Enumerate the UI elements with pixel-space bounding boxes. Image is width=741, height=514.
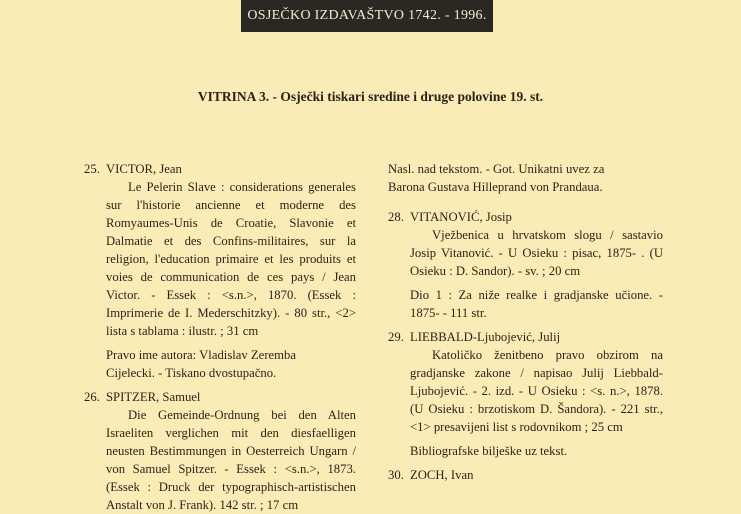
catalog-entry-30 [388,466,663,484]
entry-number: 26. [84,390,100,404]
entry-number: 29. [388,330,404,344]
exhibition-banner: OSJEČKO IZDAVAŠTVO 1742. - 1996. [241,0,493,32]
continued-note: Nasl. nad tekstom. - Got. Unikatni uvez za [388,162,605,176]
catalog-entry-26 [84,388,356,514]
entry-text: Die Gemeinde-Ordnung bei den Alten Israeliten verglichen mit den diesfaelligen neusten Bestimmungen in Oesterreich Ungarn / von Samuel Spitzer. - Essek : <s.n.>, 1873. (Essek : Druck der typographisch-artistischen Anstalt von J. Frank). 142 str. ; 17 cm [106,408,356,512]
entry-author: VICTOR, Jean [106,162,182,176]
entry-author: SPITZER, Samuel [106,390,201,404]
left-column [84,160,356,514]
catalog-entry-29 [388,328,663,460]
entry-text: Le Pelerin Slave : considerations generales sur l'historie ancienne et moderne des Romyaumes-Unis de Croatie, Slavonie et Dalmatie et des Confins-militaires, sur la religion, l'education primaire et les produits et voies de communication de ces pays / Jean Victor. - Essek : <s.n.>, 1870. (Essek : Imprimerie de I. Mederschitzky). - 80 str., <2> lista s tablama : ilustr. ; 31 cm [106,180,356,338]
entry-description [84,178,356,382]
entry-author: LIEBBALD-Ljubojević, Julij [410,330,561,344]
entry-description [84,406,356,514]
entry-note: Pravo ime autora: Vladislav Zeremba [106,348,297,362]
entry-author: VITANOVIĆ, Josip [410,210,512,224]
entry-text: Katoličko ženitbeno pravo obzirom na gradjanske zakone / napisao Julij Liebbald-Ljubojević. - 2. izd. - U Osieku : <s. n.>, 1878. (U Osieku : brzotiskom D. Šandora). - 221 str., <1> presavijeni list s rodovnikom ; 25 cm [410,348,663,434]
entry-description [388,346,663,460]
entry-note: Bibliografske bilješke uz tekst. [410,444,568,458]
catalog-entry-28 [388,208,663,322]
entry-description [388,226,663,322]
entry-number: 25. [84,162,100,176]
entry-text: Vježbenica u hrvatskom slogu / sastavio Josip Vitanović. - U Osieku : pisac, 1875- . (U Osieku : D. Sandor). - sv. ; 20 cm [410,228,663,278]
right-column [388,160,663,484]
continued-note: Barona Gustava Hilleprand von Prandaua. [388,180,603,194]
entry-note: Dio 1 : Za niže realke i gradjanske učione. - 1875- - 111 str. [410,288,663,320]
entry-author: ZOCH, Ivan [410,468,474,482]
page-heading: VITRINA 3. - Osječki tiskari sredine i druge polovine 19. st. [197,89,544,104]
entry-note: Cijelecki. - Tiskano dvostupačno. [106,366,277,380]
catalog-entry-25 [84,160,356,382]
entry-number: 28. [388,210,404,224]
entry-number: 30. [388,468,404,482]
